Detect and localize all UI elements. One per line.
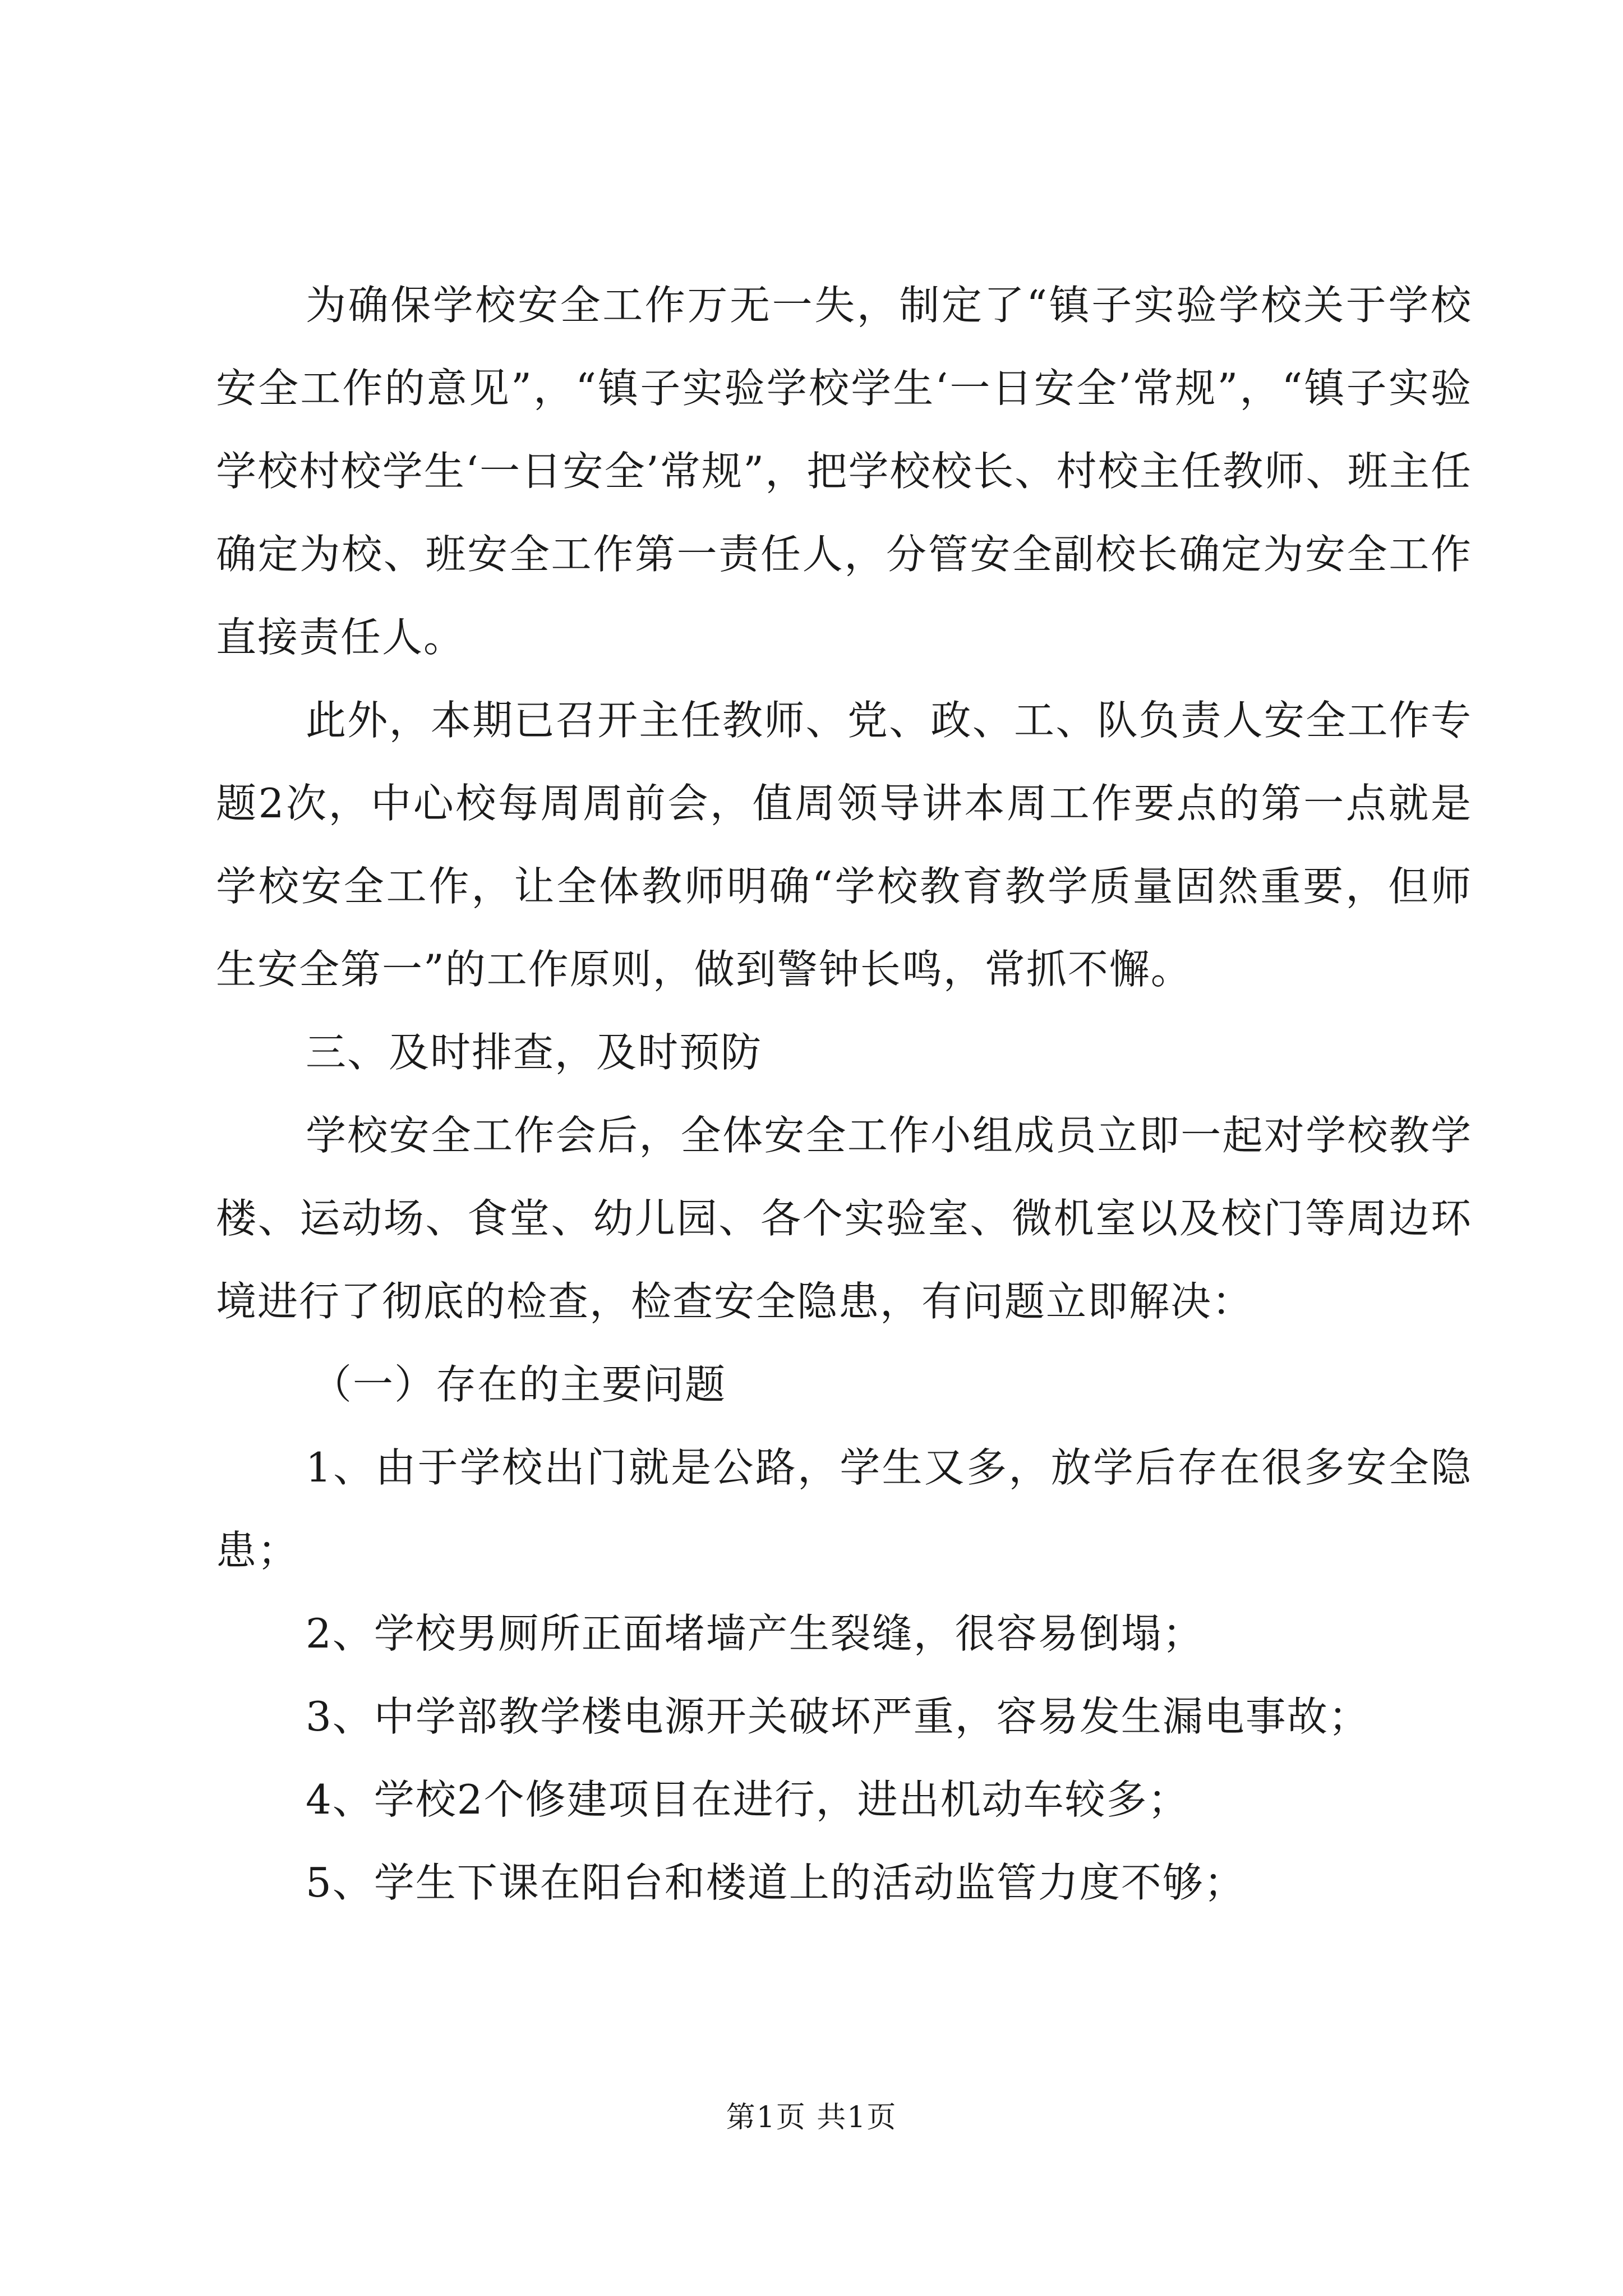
list-item-problem-1: 1、由于学校出门就是公路，学生又多，放学后存在很多安全隐患； <box>216 1444 1472 1574</box>
section-heading-inspection: 三、及时排查，及时预防 <box>306 1029 763 1076</box>
paragraph-safety-rules: 为确保学校安全工作万无一失，制定了“镇子实验学校关于学校安全工作的意见”，“镇子实验学校学生‘一日安全’常规”，“镇子实验学校村校学生‘一日安全’常规”，把学校校长、村校主任教师、班主任确定为校、班安全工作第一责任人，分管安全副校长确定为安全工作直接责任人。 <box>216 282 1472 661</box>
paragraph-inspection: 学校安全工作会后，全体安全工作小组成员立即一起对学校教学楼、运动场、食堂、幼儿园、各个实验室、微机室以及校门等周边环境进行了彻底的检查，检查安全隐患，有问题立即解决： <box>216 1112 1472 1325</box>
list-item-problem-2: 2、学校男厕所正面堵墙产生裂缝，很容易倒塌； <box>306 1610 1204 1657</box>
list-item-problem-5: 5、学生下课在阳台和楼道上的活动监管力度不够； <box>306 1859 1246 1906</box>
document-body <box>216 264 1472 1924</box>
paragraph-meetings: 此外，本期已召开主任教师、党、政、工、队负责人安全工作专题2次，中心校每周周前会，值周领导讲本周工作要点的第一点就是学校安全工作，让全体教师明确“学校教育教学质量固然重要，但师生安全第一”的工作原则，做到警钟长鸣，常抓不懈。 <box>216 697 1472 993</box>
subsection-heading-problems: （一）存在的主要问题 <box>311 1361 727 1408</box>
page-footer: 第1页 共1页 <box>726 2101 897 2134</box>
list-item-problem-4: 4、学校2个修建项目在进行，进出机动车较多； <box>306 1776 1189 1823</box>
list-item-problem-3: 3、中学部教学楼电源开关破坏严重，容易发生漏电事故； <box>306 1693 1370 1740</box>
